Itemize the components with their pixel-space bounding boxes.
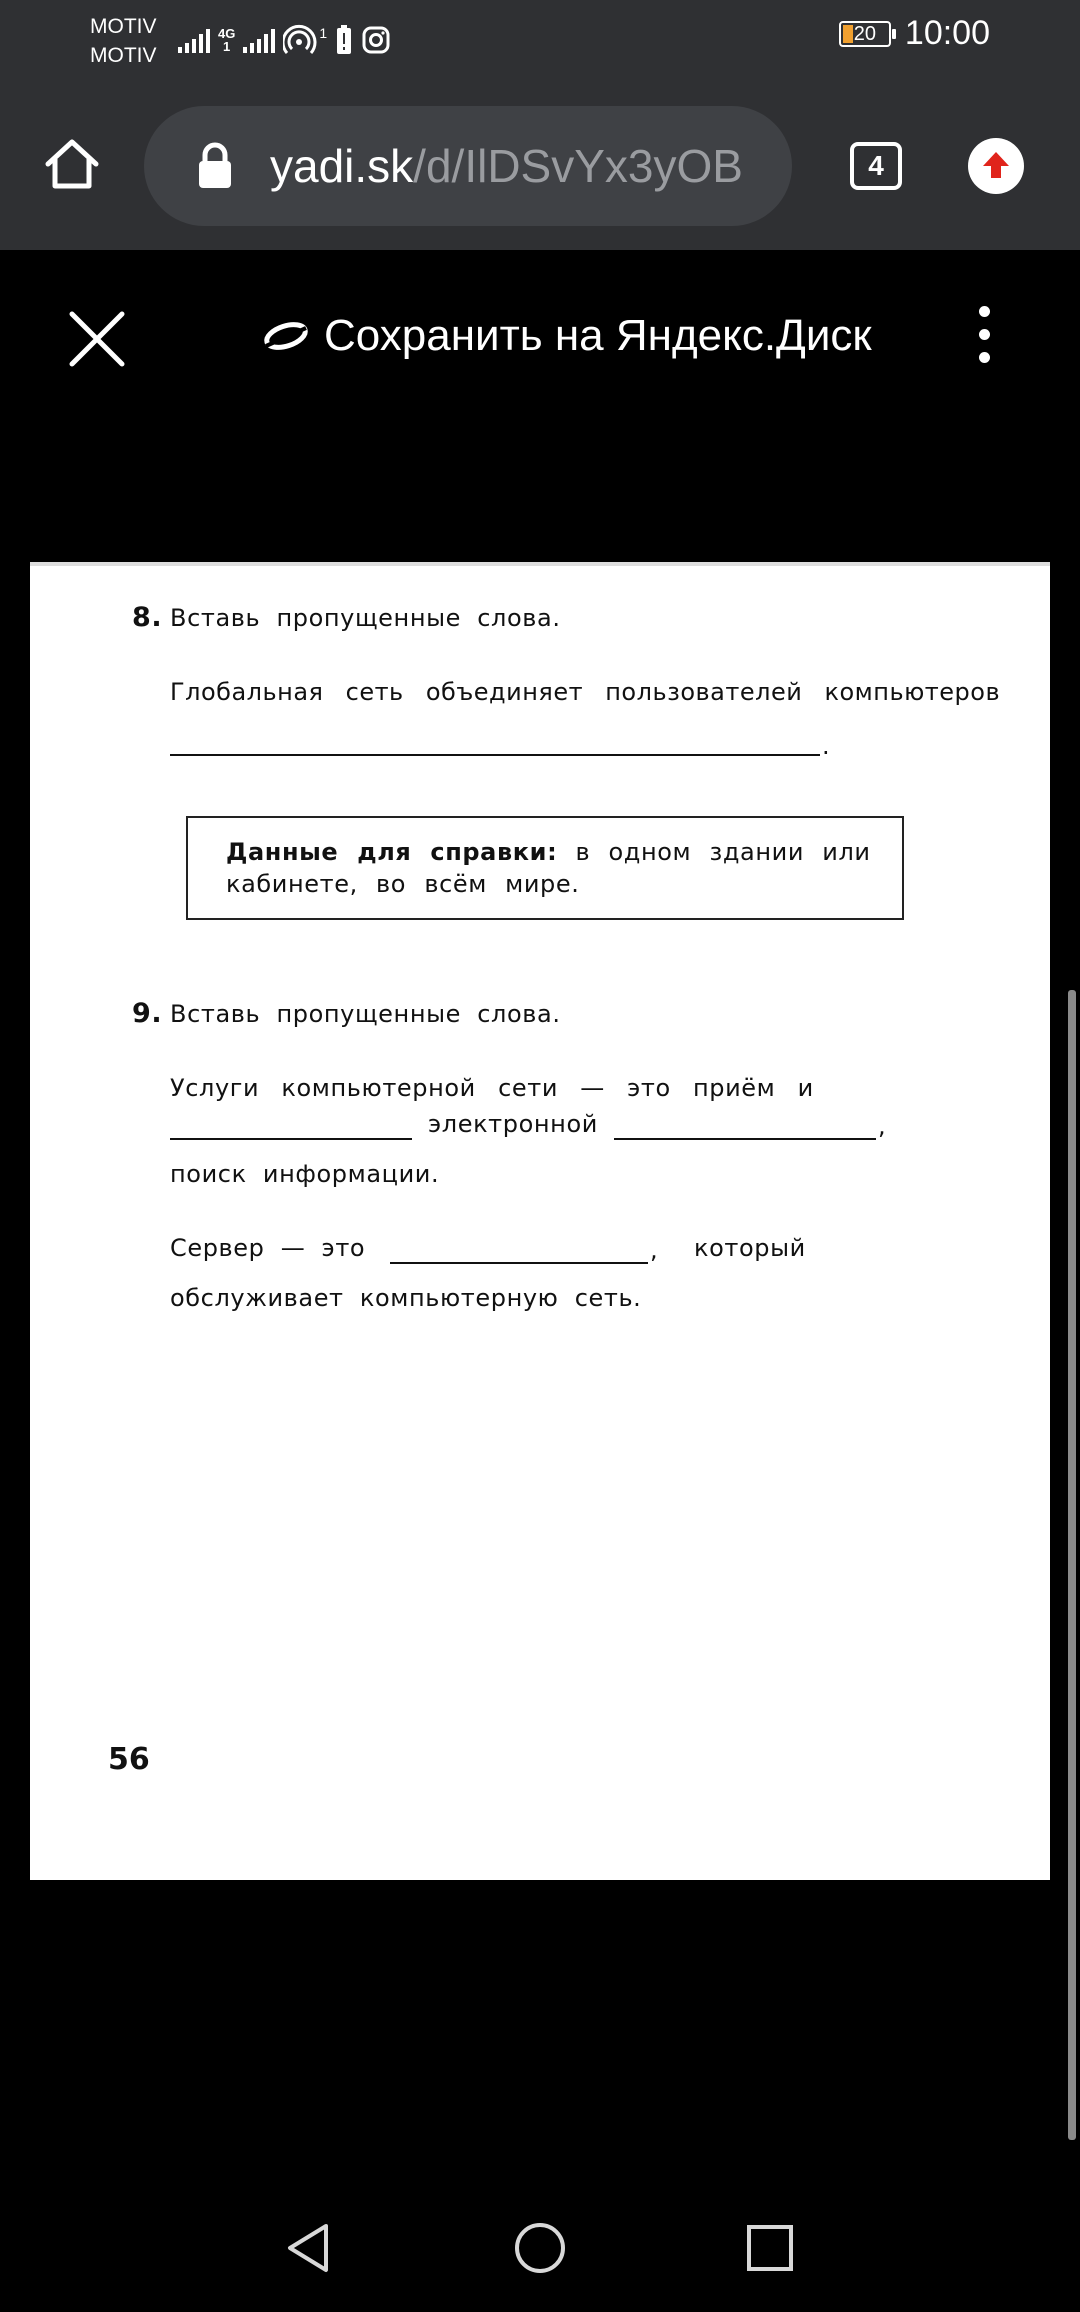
viewer-header	[0, 250, 1080, 560]
status-right	[839, 14, 990, 53]
save-to-disk-button[interactable]	[262, 306, 872, 366]
arrow-up-icon	[968, 138, 1024, 194]
network-type-badge: 4G 1	[218, 26, 236, 54]
signal-1-icon	[178, 27, 210, 53]
page-number: 56	[108, 1742, 150, 1777]
close-icon[interactable]	[66, 308, 128, 370]
scrollbar[interactable]	[1068, 990, 1076, 2140]
carrier-2: MOTIV	[90, 44, 157, 67]
task9-line1: Услуги компьютерной сети — это приём и	[170, 1074, 814, 1102]
task9-line2-end: ,	[878, 1112, 887, 1140]
task8-sentence: Глобальная сеть объединяет пользователей компьютеров	[170, 678, 1001, 706]
task9-title: Вставь пропущенные слова.	[170, 1000, 561, 1028]
task8-number: 8.	[132, 602, 163, 633]
task9-blank-2	[614, 1138, 876, 1140]
home-nav-icon[interactable]	[512, 2220, 568, 2276]
task8-end-punct: .	[822, 732, 831, 760]
system-nav-bar	[0, 2180, 1080, 2312]
home-icon[interactable]	[40, 132, 104, 196]
task9-blank-1	[170, 1138, 412, 1140]
lock-icon	[196, 142, 234, 190]
carrier-names	[90, 12, 157, 70]
browser-update-button[interactable]	[968, 138, 1024, 194]
save-label: Сохранить на Яндекс.Диск	[324, 311, 872, 360]
task9-line4-comma: ,	[650, 1236, 659, 1264]
url-text[interactable]	[270, 138, 770, 194]
tab-switcher-button[interactable]: 4	[850, 142, 902, 190]
browser-toolbar	[0, 82, 1080, 250]
reference-text-1: в одном здании или	[575, 838, 871, 866]
yandex-disk-icon	[262, 318, 310, 354]
document-page	[30, 562, 1050, 1880]
signal-2-icon	[243, 27, 275, 53]
recents-icon[interactable]	[742, 2220, 798, 2276]
task9-line4-start: Сервер — это	[170, 1234, 366, 1262]
task9-line3: поиск информации.	[170, 1160, 440, 1188]
page-shadow	[30, 562, 1050, 566]
task9-line5: обслуживает компьютерную сеть.	[170, 1284, 642, 1312]
back-icon[interactable]	[282, 2220, 338, 2276]
battery-level: 20	[853, 22, 877, 45]
carrier-1: MOTIV	[90, 15, 157, 38]
clock: 10:00	[904, 14, 990, 52]
reference-box	[186, 816, 904, 920]
task9-number: 9.	[132, 998, 163, 1029]
alert-battery-icon	[335, 24, 353, 56]
instagram-icon	[361, 25, 391, 55]
task9-line4-end: который	[694, 1234, 806, 1262]
reference-label: Данные для справки:	[226, 838, 558, 866]
address-bar[interactable]	[144, 106, 792, 226]
task9-blank-3	[390, 1262, 648, 1264]
url-path: /d/IlDSvYx3yOB	[413, 140, 743, 192]
status-bar	[0, 0, 1080, 82]
task9-line2-mid: электронной	[428, 1110, 598, 1138]
hotspot-icon	[283, 24, 319, 56]
url-host: yadi.sk	[270, 140, 414, 192]
more-options-icon[interactable]	[972, 306, 996, 370]
task8-title: Вставь пропущенные слова.	[170, 604, 561, 632]
status-icons	[178, 20, 391, 60]
hotspot-count: 1	[319, 24, 328, 41]
battery-icon	[839, 21, 891, 47]
task8-blank	[170, 754, 820, 756]
reference-text-2: кабинете, во всём мире.	[226, 870, 580, 898]
